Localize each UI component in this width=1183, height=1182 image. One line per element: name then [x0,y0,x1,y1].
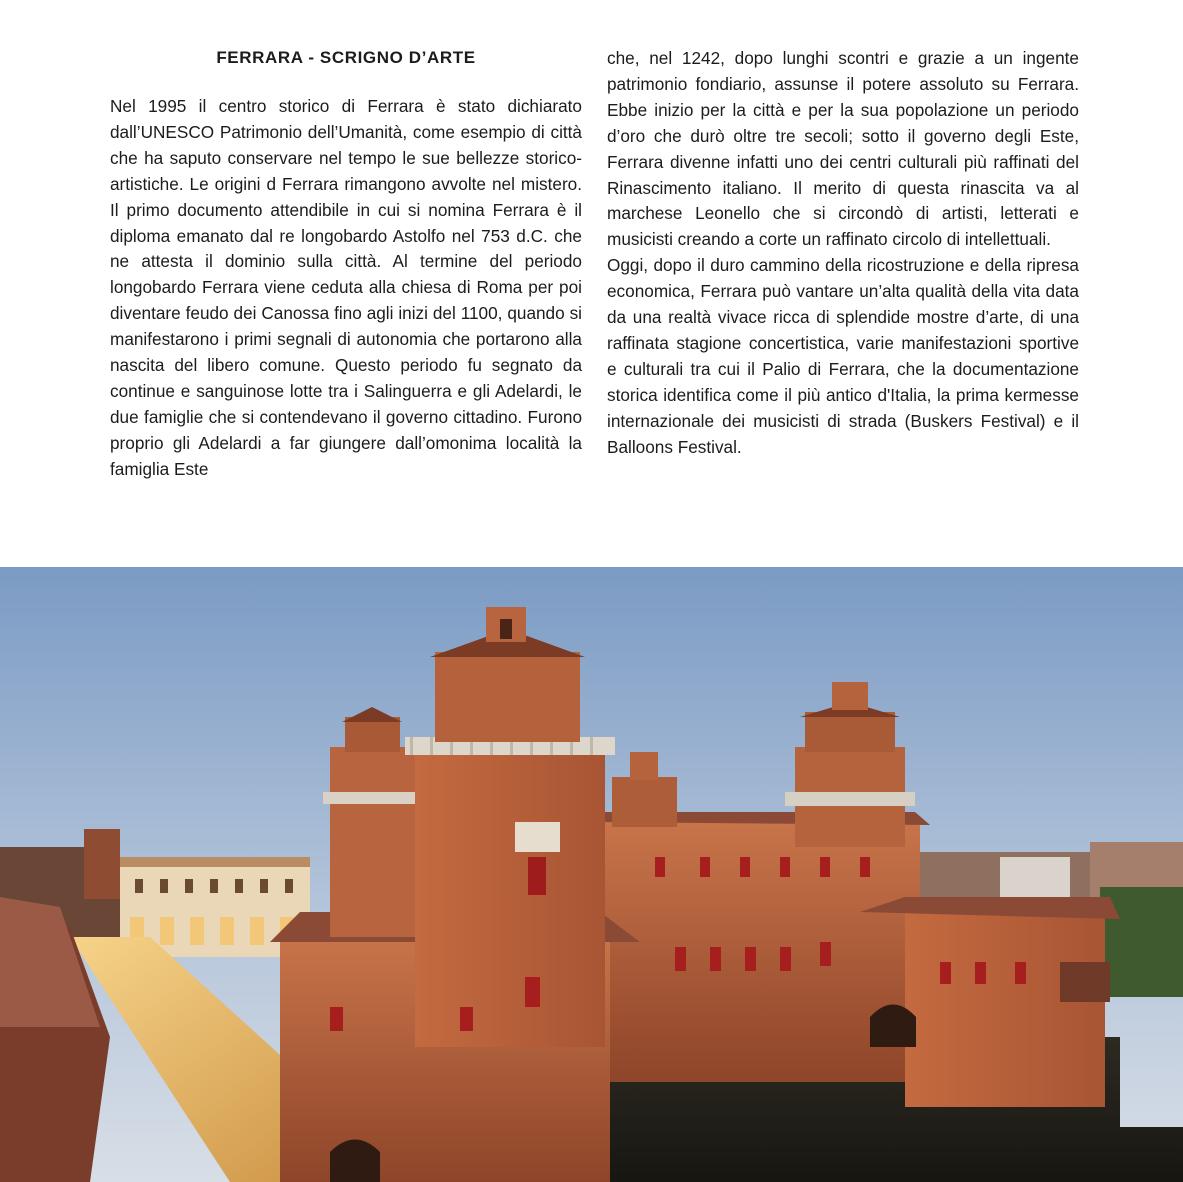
article-title: FERRARA - SCRIGNO D’ARTE [216,48,476,67]
paragraph-este-family: che, nel 1242, dopo lunghi scontri e grazie a un ingente patrimonio fondiario, assunse il potere assoluto su Ferrara. Ebbe inizio per la città e per la sua popolazione un periodo d’oro che durò oltre tre secoli; sotto il governo degli Este, Ferrara divenne infatti uno dei centri culturali più raffinati del Rinascimento italiano. Il merito di questa rinascita va al marchese Leonello che si circondò di artisti, letterati e musicisti creando a corte un raffinato circolo di intellettuali. [607,48,1079,250]
text-column-right [607,46,1079,461]
castle-estense-photo [0,567,1183,1182]
text-column-left [110,94,582,483]
paragraph-history-intro: Nel 1995 il centro storico di Ferrara è stato dichiarato dall’UNESCO Patrimonio dell’Umanità, come esempio di città che ha saputo conservare nel tempo le sue bellezze storico-artistiche. Le origini d Ferrara rimangono avvolte nel mistero. Il primo documento attendibile in cui si nomina Ferrara è il diploma emanato dal re longobardo Astolfo nel 753 d.C. che ne attesta il dominio sulla città. Al termine del periodo longobardo Ferrara viene ceduta alla chiesa di Roma per poi diventare feudo dei Canossa fino agli inizi del 1100, quando si manifestarono i primi segnali di autonomia che portarono alla nascita del libero comune. Questo periodo fu segnato da continue e sanguinose lotte tra i Salinguerra e gli Adelardi, le due famiglie che si contendevano il governo cittadino. Furono proprio gli Adelardi a far giungere dall’omonima località la famiglia Este [110,96,582,479]
paragraph-ferrara-today: Oggi, dopo il duro cammino della ricostruzione e della ripresa economica, Ferrara può vantare un’alta qualità della vita data da una realtà vivace ricca di splendide mostre d’arte, di una raffinata stagione concertistica, varie manifestazioni sportive e culturali tra cui il Palio di Ferrara, che la documentazione storica identifica come il più antico d'Italia, la prima kermesse internazionale dei musicisti di strada (Buskers Festival) e il Balloons Festival. [607,255,1079,457]
